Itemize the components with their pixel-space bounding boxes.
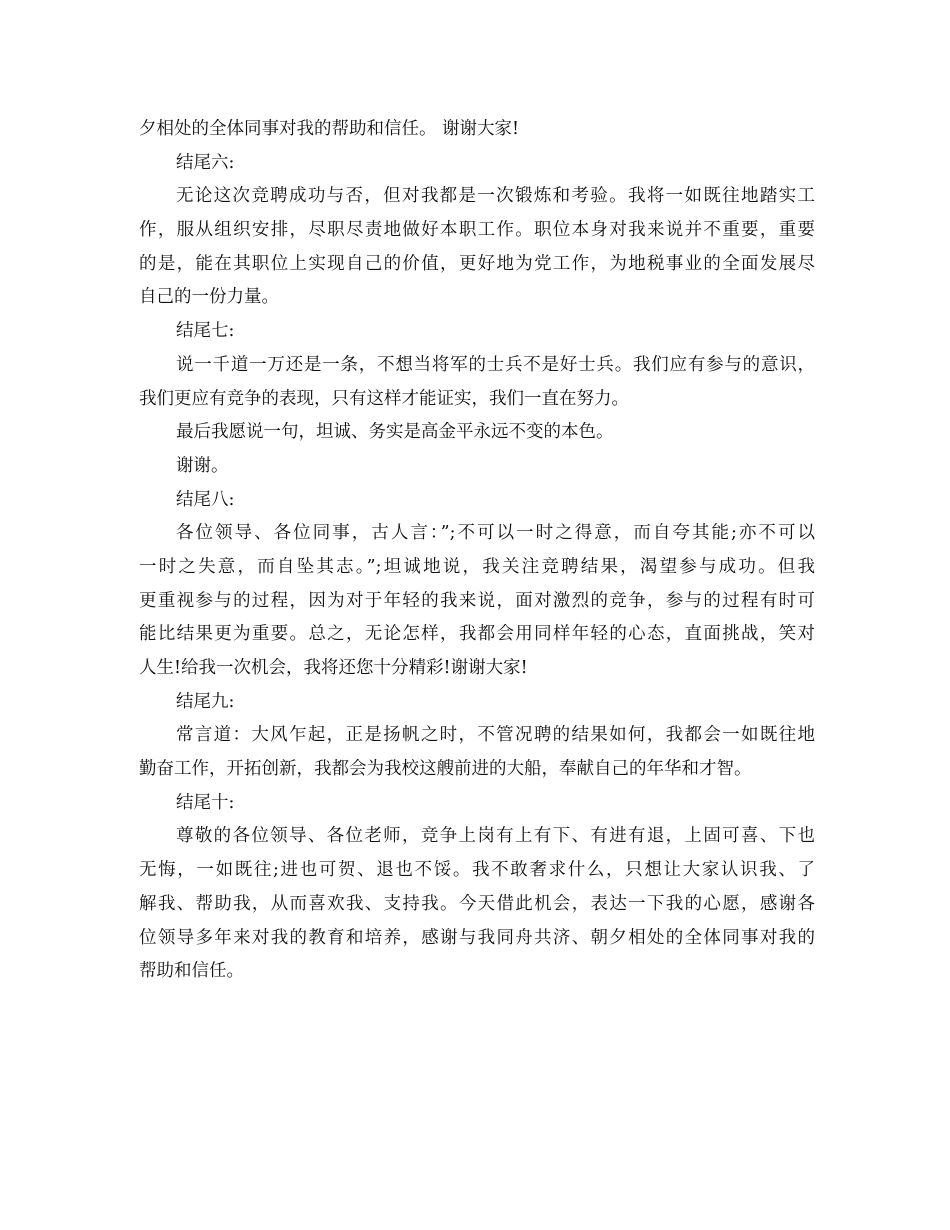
text-line: 我们更应有竞争的表现，只有这样才能证实，我们一直在努力。 — [139, 388, 629, 409]
text-line: 位领导多年来对我的教育和培养，感谢与我同舟共济、朝夕相处的全体同事对我的 — [139, 927, 815, 948]
text-line: 人生!给我一次机会，我将还您十分精彩!谢谢大家! — [139, 658, 528, 678]
text-line: 无悔，一如既往;进也可贺、退也不馁。我不敢奢求什么，只想让大家认识我、了 — [139, 860, 815, 881]
text-line: 谢谢。 — [176, 455, 229, 476]
section-heading-7: 结尾七: — [176, 321, 235, 342]
text-line: 夕相处的全体同事对我的帮助和信任。 谢谢大家! — [139, 119, 520, 139]
text-line: 各位领导、各位同事，古人言：”;不可以一时之得意，而自夸其能;亦不可以 — [176, 523, 815, 544]
section-heading-6: 结尾六: — [176, 152, 235, 173]
text-line: 说一千道一万还是一条，不想当将军的士兵不是好士兵。我们应有参与的意识， — [176, 354, 815, 375]
text-line: 的是，能在其职位上实现自己的价值，更好地为党工作，为地税事业的全面发展尽 — [139, 253, 815, 274]
text-line: 常言道：大风乍起，正是扬帆之时，不管况聘的结果如何，我都会一如既往地 — [176, 725, 815, 746]
text-line: 更重视参与的过程，因为对于年轻的我来说，面对激烈的竞争，参与的过程有时可 — [139, 590, 815, 611]
text-line: 勤奋工作，开拓创新，我都会为我校这艘前进的大船，奉献自己的年华和才智。 — [139, 759, 752, 780]
text-line: 最后我愿说一句，坦诚、务实是高金平永远不变的本色。 — [176, 422, 614, 443]
text-line: 无论这次竞聘成功与否，但对我都是一次锻炼和考验。我将一如既往地踏实工 — [176, 186, 815, 207]
text-line: 解我、帮助我，从而喜欢我、支持我。今天借此机会，表达一下我的心愿，感谢各 — [139, 893, 815, 914]
text-line: 作，服从组织安排，尽职尽责地做好本职工作。职位本身对我来说并不重要，重要 — [139, 220, 815, 241]
section-heading-10: 结尾十: — [176, 792, 235, 813]
document-page — [139, 113, 815, 989]
text-line: 尊敬的各位领导、各位老师，竞争上岗有上有下、有进有退，上固可喜、下也 — [176, 826, 815, 847]
text-line: 帮助和信任。 — [139, 961, 244, 982]
text-line: 能比结果更为重要。总之，无论怎样，我都会用同样年轻的心态，直面挑战，笑对 — [139, 624, 815, 645]
section-heading-9: 结尾九: — [176, 691, 235, 712]
section-heading-8: 结尾八: — [176, 489, 235, 510]
text-line: 一时之失意，而自坠其志。”;坦诚地说，我关注竞聘结果，渴望参与成功。但我 — [139, 556, 815, 577]
text-line: 自己的一份力量。 — [139, 287, 279, 308]
